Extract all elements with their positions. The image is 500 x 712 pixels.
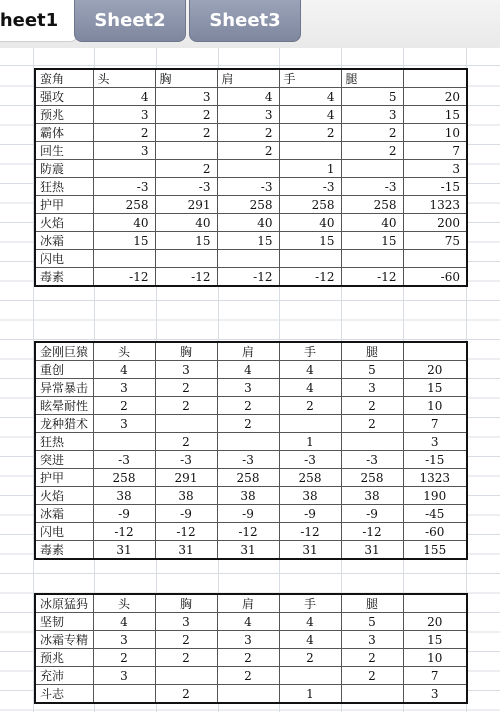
equipment-table-1 xyxy=(34,68,468,287)
table-cell[interactable]: -3 xyxy=(93,178,155,196)
table-cell[interactable]: 2 xyxy=(217,142,279,160)
table-cell[interactable]: 4 xyxy=(279,361,341,379)
table-cell[interactable]: 2 xyxy=(155,397,217,415)
table-cell[interactable]: 3 xyxy=(93,106,155,124)
table-cell[interactable]: 190 xyxy=(403,487,467,505)
table-title-cell[interactable]: 蛮角 xyxy=(35,69,93,88)
table-cell[interactable]: 肩 xyxy=(217,342,279,361)
table-header-row xyxy=(35,69,467,88)
table-cell[interactable]: -3 xyxy=(279,178,341,196)
tab-sheet3[interactable]: Sheet3 xyxy=(189,0,301,42)
table-cell[interactable]: 3 xyxy=(93,631,155,649)
table-cell[interactable]: 3 xyxy=(341,631,403,649)
table-cell[interactable]: 2 xyxy=(341,667,403,685)
table-cell[interactable]: -60 xyxy=(403,523,467,541)
table-cell[interactable]: -9 xyxy=(155,505,217,523)
table-row xyxy=(35,613,467,631)
table-row xyxy=(35,124,467,142)
table-cell[interactable] xyxy=(279,667,341,685)
row-label-cell[interactable]: 冰霜 xyxy=(35,505,93,523)
table-cell[interactable]: 腿 xyxy=(341,69,403,88)
table-cell[interactable]: -12 xyxy=(341,523,403,541)
table-cell[interactable]: 258 xyxy=(217,469,279,487)
table-cell[interactable]: 2 xyxy=(279,397,341,415)
row-label-cell[interactable]: 护甲 xyxy=(35,469,93,487)
row-label-cell[interactable]: 闪电 xyxy=(35,250,93,268)
table-cell[interactable]: 4 xyxy=(217,613,279,631)
table-cell[interactable]: 2 xyxy=(155,685,217,704)
table-cell[interactable]: 258 xyxy=(341,196,403,214)
table-cell[interactable]: 4 xyxy=(279,106,341,124)
row-label-cell[interactable]: 毒素 xyxy=(35,268,93,287)
table-cell[interactable]: 20 xyxy=(403,88,467,106)
row-label-cell[interactable]: 护甲 xyxy=(35,196,93,214)
table-row xyxy=(35,415,467,433)
table-cell[interactable] xyxy=(279,250,341,268)
table-cell[interactable]: -3 xyxy=(341,178,403,196)
table-cell[interactable] xyxy=(93,433,155,451)
row-label-cell[interactable]: 狂热 xyxy=(35,178,93,196)
row-label-cell[interactable]: 重创 xyxy=(35,361,93,379)
table-cell[interactable]: 2 xyxy=(93,124,155,142)
table-cell[interactable] xyxy=(155,415,217,433)
equipment-table-2 xyxy=(34,341,468,560)
table-cell[interactable]: 手 xyxy=(279,69,341,88)
table-cell[interactable] xyxy=(403,69,467,88)
table-cell[interactable] xyxy=(217,160,279,178)
table-row xyxy=(35,433,467,451)
table-cell[interactable]: 2 xyxy=(341,142,403,160)
table-cell[interactable]: -3 xyxy=(93,451,155,469)
table-cell[interactable]: 3 xyxy=(155,613,217,631)
table-cell[interactable]: 291 xyxy=(155,469,217,487)
tab-sheet1[interactable]: heet1 xyxy=(0,0,78,42)
table-cell[interactable] xyxy=(279,142,341,160)
table-row xyxy=(35,88,467,106)
table-cell[interactable]: 258 xyxy=(279,469,341,487)
table-row xyxy=(35,397,467,415)
table-cell[interactable]: 1323 xyxy=(403,196,467,214)
table-cell[interactable]: 15 xyxy=(341,232,403,250)
table-cell[interactable]: -9 xyxy=(93,505,155,523)
table-cell[interactable]: -3 xyxy=(217,451,279,469)
table-cell[interactable]: 2 xyxy=(341,415,403,433)
table-cell[interactable]: 3 xyxy=(403,433,467,451)
table-cell[interactable] xyxy=(403,594,467,613)
row-label-cell[interactable]: 强攻 xyxy=(35,88,93,106)
table-cell[interactable]: -12 xyxy=(155,523,217,541)
table-cell[interactable]: 2 xyxy=(217,649,279,667)
table-cell[interactable]: 2 xyxy=(155,124,217,142)
table-cell[interactable] xyxy=(341,433,403,451)
table-cell[interactable] xyxy=(155,250,217,268)
table-cell[interactable]: 258 xyxy=(93,469,155,487)
table-cell[interactable]: 2 xyxy=(341,124,403,142)
table-cell[interactable]: 2 xyxy=(155,649,217,667)
sheet-tab-bar xyxy=(0,0,500,48)
table-row xyxy=(35,523,467,541)
table-row xyxy=(35,106,467,124)
table-row xyxy=(35,142,467,160)
table-cell[interactable]: -15 xyxy=(403,178,467,196)
table-cell[interactable]: 5 xyxy=(341,88,403,106)
table-cell[interactable]: -3 xyxy=(217,178,279,196)
table-cell[interactable]: 20 xyxy=(403,361,467,379)
table-cell[interactable]: 肩 xyxy=(217,69,279,88)
table-cell[interactable] xyxy=(341,160,403,178)
table-cell[interactable] xyxy=(93,160,155,178)
table-row xyxy=(35,361,467,379)
table-cell[interactable] xyxy=(93,685,155,704)
table-cell[interactable] xyxy=(403,342,467,361)
table-cell[interactable]: 2 xyxy=(341,397,403,415)
table-cell[interactable] xyxy=(93,250,155,268)
table-cell[interactable]: 1 xyxy=(279,685,341,704)
table-cell[interactable]: 5 xyxy=(341,613,403,631)
table-cell[interactable]: 3 xyxy=(217,106,279,124)
table-cell[interactable]: 胸 xyxy=(155,342,217,361)
table-cell[interactable] xyxy=(403,250,467,268)
table-cell[interactable]: 155 xyxy=(403,541,467,560)
table-cell[interactable]: 4 xyxy=(279,613,341,631)
table-cell[interactable]: 291 xyxy=(155,196,217,214)
table-cell[interactable]: 2 xyxy=(279,649,341,667)
table-cell[interactable]: 20 xyxy=(403,613,467,631)
table-cell[interactable]: 258 xyxy=(279,196,341,214)
table-cell[interactable]: 4 xyxy=(93,613,155,631)
table-cell[interactable]: 38 xyxy=(341,487,403,505)
table-header-row xyxy=(35,342,467,361)
table-cell[interactable]: 1323 xyxy=(403,469,467,487)
table-cell[interactable]: 3 xyxy=(217,379,279,397)
table-cell[interactable] xyxy=(217,433,279,451)
table-row xyxy=(35,196,467,214)
table-cell[interactable]: 2 xyxy=(217,667,279,685)
row-label-cell[interactable]: 充沛 xyxy=(35,667,93,685)
table-cell[interactable]: 2 xyxy=(155,631,217,649)
table-cell[interactable]: 31 xyxy=(93,541,155,560)
tab-sheet2[interactable]: Sheet2 xyxy=(74,0,186,42)
table-row xyxy=(35,631,467,649)
table-cell[interactable]: 38 xyxy=(279,487,341,505)
table-cell[interactable]: 4 xyxy=(279,379,341,397)
table-cell[interactable] xyxy=(155,142,217,160)
table-cell[interactable]: 2 xyxy=(217,397,279,415)
table-row xyxy=(35,232,467,250)
table-cell[interactable]: 胸 xyxy=(155,594,217,613)
table-cell[interactable]: 31 xyxy=(217,541,279,560)
table-cell[interactable]: 胸 xyxy=(155,69,217,88)
table-cell[interactable]: -12 xyxy=(217,523,279,541)
table-cell[interactable]: 4 xyxy=(279,88,341,106)
row-label-cell[interactable]: 火焰 xyxy=(35,214,93,232)
table-cell[interactable]: -3 xyxy=(155,451,217,469)
table-cell[interactable]: 2 xyxy=(217,124,279,142)
table-cell[interactable]: 7 xyxy=(403,415,467,433)
table-cell[interactable] xyxy=(279,415,341,433)
table-cell[interactable]: 15 xyxy=(403,106,467,124)
table-cell[interactable]: 2 xyxy=(155,160,217,178)
table-cell[interactable]: 4 xyxy=(93,361,155,379)
row-label-cell[interactable]: 异常暴击 xyxy=(35,379,93,397)
row-label-cell[interactable]: 冰霜 xyxy=(35,232,93,250)
table-cell[interactable]: -15 xyxy=(403,451,467,469)
table-cell[interactable]: 1 xyxy=(279,433,341,451)
table-row xyxy=(35,268,467,287)
table-cell[interactable]: 40 xyxy=(217,214,279,232)
table-row xyxy=(35,649,467,667)
table-cell[interactable] xyxy=(341,250,403,268)
table-cell[interactable]: -3 xyxy=(341,451,403,469)
table-cell[interactable]: 3 xyxy=(93,415,155,433)
table-row xyxy=(35,685,467,704)
table-cell[interactable]: 258 xyxy=(93,196,155,214)
table-cell[interactable]: 2 xyxy=(279,124,341,142)
table-row xyxy=(35,178,467,196)
table-cell[interactable]: -12 xyxy=(93,523,155,541)
table-cell[interactable]: -9 xyxy=(217,505,279,523)
row-label-cell[interactable]: 突进 xyxy=(35,451,93,469)
table-cell[interactable]: 15 xyxy=(279,232,341,250)
table-cell[interactable]: 31 xyxy=(341,541,403,560)
table-cell[interactable] xyxy=(217,250,279,268)
table-cell[interactable]: 40 xyxy=(155,214,217,232)
table-row xyxy=(35,250,467,268)
table-cell[interactable]: 15 xyxy=(403,379,467,397)
row-label-cell[interactable]: 眩晕耐性 xyxy=(35,397,93,415)
table-cell[interactable]: 手 xyxy=(279,342,341,361)
table-cell[interactable]: 4 xyxy=(217,361,279,379)
table-cell[interactable]: 手 xyxy=(279,594,341,613)
table-cell[interactable]: 15 xyxy=(93,232,155,250)
row-label-cell[interactable]: 毒素 xyxy=(35,541,93,560)
table-cell[interactable]: -9 xyxy=(341,505,403,523)
table-cell[interactable]: -12 xyxy=(93,268,155,287)
table-cell[interactable]: 腿 xyxy=(341,594,403,613)
row-label-cell[interactable]: 预兆 xyxy=(35,649,93,667)
table-cell[interactable]: 3 xyxy=(93,142,155,160)
table-cell[interactable]: 258 xyxy=(217,196,279,214)
spreadsheet-grid[interactable] xyxy=(0,48,500,712)
row-label-cell[interactable]: 斗志 xyxy=(35,685,93,704)
table-row xyxy=(35,505,467,523)
table-cell[interactable]: 3 xyxy=(155,361,217,379)
row-label-cell[interactable]: 龙种猎术 xyxy=(35,415,93,433)
table-title-cell[interactable]: 冰原猛犸 xyxy=(35,594,93,613)
table-cell[interactable]: -12 xyxy=(341,268,403,287)
table-cell[interactable]: 15 xyxy=(217,232,279,250)
table-cell[interactable]: -12 xyxy=(217,268,279,287)
table-cell[interactable]: 2 xyxy=(155,379,217,397)
table-cell[interactable]: 3 xyxy=(341,379,403,397)
table-cell[interactable]: 38 xyxy=(217,487,279,505)
table-cell[interactable]: 3 xyxy=(155,88,217,106)
table-cell[interactable]: 10 xyxy=(403,124,467,142)
table-cell[interactable]: 腿 xyxy=(341,342,403,361)
table-cell[interactable]: 3 xyxy=(341,106,403,124)
table-title-cell[interactable]: 金刚巨猿 xyxy=(35,342,93,361)
table-cell[interactable]: 2 xyxy=(341,649,403,667)
table-cell[interactable]: 15 xyxy=(155,232,217,250)
row-label-cell[interactable]: 火焰 xyxy=(35,487,93,505)
table-cell[interactable]: 15 xyxy=(403,631,467,649)
table-cell[interactable]: 10 xyxy=(403,397,467,415)
row-label-cell[interactable]: 霸体 xyxy=(35,124,93,142)
row-label-cell[interactable]: 闪电 xyxy=(35,523,93,541)
table-cell[interactable]: 头 xyxy=(93,69,155,88)
table-cell[interactable]: 3 xyxy=(403,160,467,178)
table-cell[interactable]: -45 xyxy=(403,505,467,523)
table-row xyxy=(35,667,467,685)
table-cell[interactable]: 38 xyxy=(93,487,155,505)
table-row xyxy=(35,487,467,505)
table-cell[interactable]: 头 xyxy=(93,342,155,361)
table-cell[interactable]: 7 xyxy=(403,142,467,160)
row-label-cell[interactable]: 冰霜专精 xyxy=(35,631,93,649)
table-cell[interactable]: -9 xyxy=(279,505,341,523)
table-cell[interactable]: 5 xyxy=(341,361,403,379)
table-row xyxy=(35,160,467,178)
table-cell[interactable]: 75 xyxy=(403,232,467,250)
table-row xyxy=(35,469,467,487)
table-cell[interactable]: 4 xyxy=(279,631,341,649)
table-cell[interactable]: 2 xyxy=(93,397,155,415)
table-cell[interactable]: -3 xyxy=(279,451,341,469)
row-label-cell[interactable]: 防震 xyxy=(35,160,93,178)
table-cell[interactable]: 3 xyxy=(93,667,155,685)
table-cell[interactable]: 7 xyxy=(403,667,467,685)
equipment-table-3 xyxy=(34,593,468,704)
row-label-cell[interactable]: 狂热 xyxy=(35,433,93,451)
row-label-cell[interactable]: 预兆 xyxy=(35,106,93,124)
table-cell[interactable]: 头 xyxy=(93,594,155,613)
table-cell[interactable]: 2 xyxy=(217,415,279,433)
table-cell[interactable]: -60 xyxy=(403,268,467,287)
table-cell[interactable]: 2 xyxy=(155,433,217,451)
table-cell[interactable]: 40 xyxy=(341,214,403,232)
table-cell[interactable]: 2 xyxy=(155,106,217,124)
table-cell[interactable]: 40 xyxy=(93,214,155,232)
table-cell[interactable]: 4 xyxy=(217,88,279,106)
row-label-cell[interactable]: 回生 xyxy=(35,142,93,160)
table-cell[interactable]: 3 xyxy=(93,379,155,397)
table-cell[interactable]: 2 xyxy=(93,649,155,667)
table-cell[interactable]: 肩 xyxy=(217,594,279,613)
table-cell[interactable]: -12 xyxy=(279,523,341,541)
table-cell[interactable] xyxy=(155,667,217,685)
table-row xyxy=(35,214,467,232)
table-cell[interactable]: -12 xyxy=(279,268,341,287)
table-cell[interactable] xyxy=(217,685,279,704)
table-row xyxy=(35,541,467,560)
table-row xyxy=(35,451,467,469)
table-cell[interactable] xyxy=(341,685,403,704)
table-cell[interactable]: 10 xyxy=(403,649,467,667)
table-cell[interactable]: 1 xyxy=(279,160,341,178)
table-cell[interactable]: -3 xyxy=(155,178,217,196)
table-cell[interactable]: -12 xyxy=(155,268,217,287)
row-label-cell[interactable]: 坚韧 xyxy=(35,613,93,631)
table-cell[interactable]: 200 xyxy=(403,214,467,232)
table-cell[interactable]: 31 xyxy=(279,541,341,560)
table-cell[interactable]: 3 xyxy=(403,685,467,704)
table-cell[interactable]: 38 xyxy=(155,487,217,505)
table-cell[interactable]: 40 xyxy=(279,214,341,232)
table-cell[interactable]: 258 xyxy=(341,469,403,487)
table-cell[interactable]: 31 xyxy=(155,541,217,560)
table-cell[interactable]: 4 xyxy=(93,88,155,106)
table-header-row xyxy=(35,594,467,613)
table-row xyxy=(35,379,467,397)
table-cell[interactable]: 3 xyxy=(217,631,279,649)
